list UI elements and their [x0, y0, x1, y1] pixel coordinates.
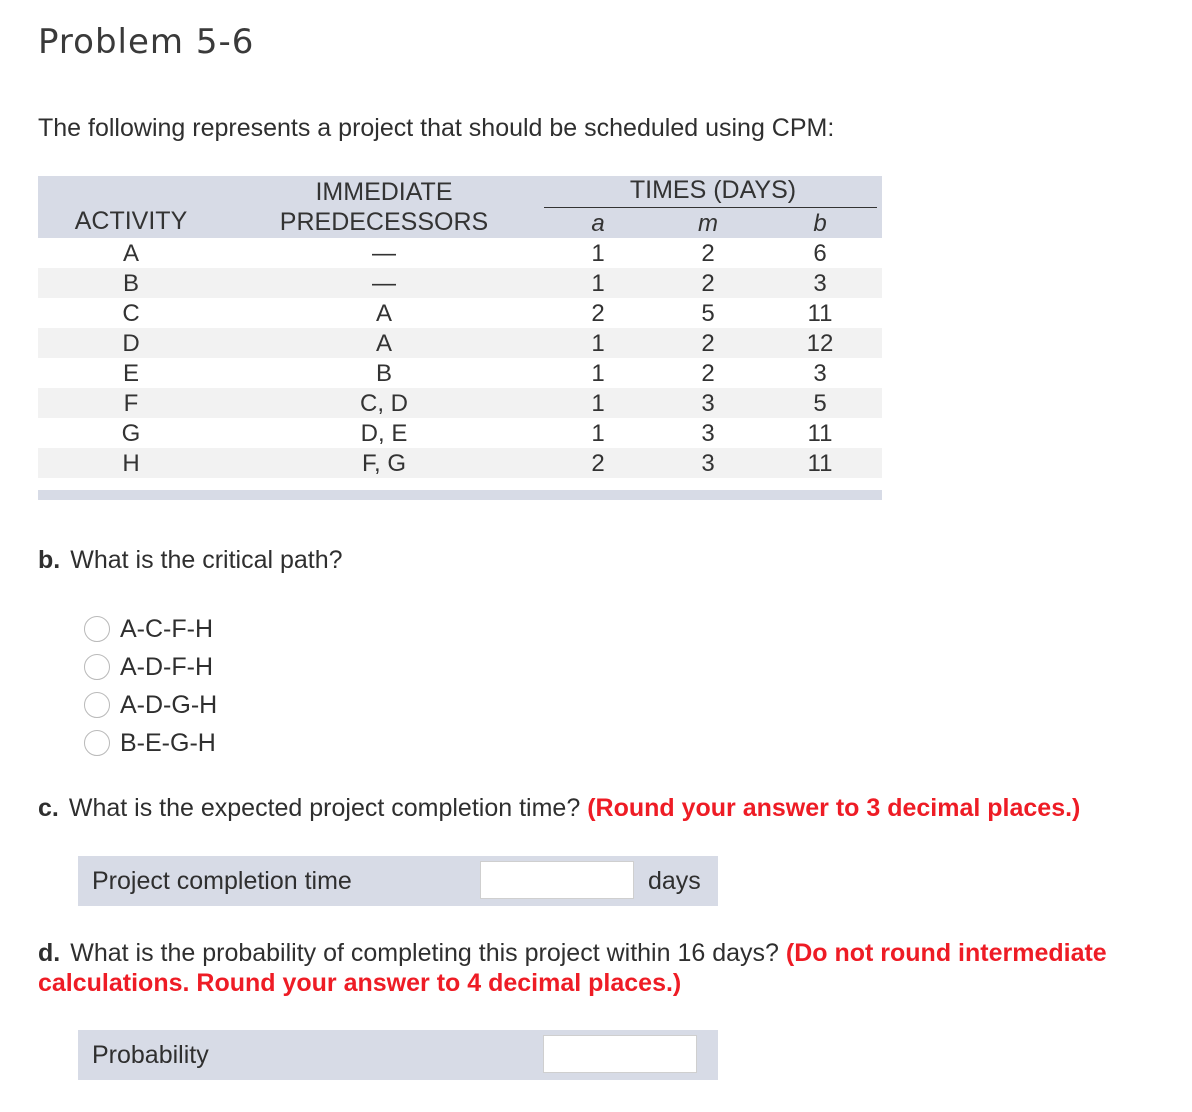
cell-m: 2	[701, 330, 715, 357]
cell-a: 1	[591, 330, 605, 357]
option-label: A-D-F-H	[120, 652, 214, 681]
cell-a: 2	[591, 300, 605, 327]
option-a-d-g-h[interactable]	[84, 686, 217, 724]
question-c-instruction: (Round your answer to 3 decimal places.)	[587, 794, 1081, 822]
table-row	[38, 238, 882, 268]
header-predecessors	[264, 177, 504, 237]
cell-m: 3	[701, 420, 715, 447]
activity-table	[38, 176, 882, 478]
cell-activity: C	[122, 300, 140, 327]
critical-path-options	[84, 610, 217, 762]
table-row	[38, 448, 882, 478]
problem-intro: The following represents a project that should be scheduled using CPM:	[38, 114, 835, 142]
table-row	[38, 388, 882, 418]
header-divider	[544, 207, 877, 208]
radio-button[interactable]	[84, 730, 110, 756]
completion-time-unit: days	[648, 867, 701, 895]
page-title: Problem 5-6	[38, 22, 255, 62]
table-row	[38, 358, 882, 388]
option-a-c-f-h[interactable]	[84, 610, 217, 648]
cell-predecessors: —	[372, 240, 396, 267]
question-c	[38, 794, 1080, 823]
cell-b: 11	[807, 300, 833, 327]
cell-predecessors: F, G	[361, 450, 406, 477]
cell-activity: F	[123, 390, 139, 417]
probability-answer-row	[78, 1030, 718, 1080]
cell-a: 1	[591, 270, 605, 297]
option-label: A-C-F-H	[120, 614, 214, 643]
cell-b: 11	[807, 450, 833, 477]
option-a-d-f-h[interactable]	[84, 648, 217, 686]
completion-time-input[interactable]	[480, 861, 634, 899]
option-label: A-D-G-H	[120, 690, 218, 719]
question-b-text: What is the critical path?	[70, 546, 343, 574]
cell-b: 3	[813, 270, 827, 297]
cell-a: 1	[591, 240, 605, 267]
radio-button[interactable]	[84, 654, 110, 680]
cell-activity: E	[122, 360, 139, 387]
cell-b: 6	[813, 240, 827, 267]
option-b-e-g-h[interactable]	[84, 724, 217, 762]
question-d-instruction: (Do not round intermediate calculations. Round your answer to 4 decimal places.)	[38, 939, 1107, 997]
completion-time-answer-row	[78, 856, 718, 906]
table-row	[38, 268, 882, 298]
cell-m: 2	[701, 270, 715, 297]
cell-a: 1	[591, 360, 605, 387]
question-c-text: What is the expected project completion time?	[68, 794, 581, 822]
radio-button[interactable]	[84, 692, 110, 718]
header-activity: ACTIVITY	[74, 207, 188, 235]
cell-predecessors: C, D	[360, 390, 408, 417]
cell-predecessors: A	[375, 330, 392, 357]
table-footer-bar	[38, 490, 882, 500]
cell-a: 1	[591, 390, 605, 417]
cell-predecessors: A	[375, 300, 392, 327]
probability-label: Probability	[92, 1041, 209, 1069]
cell-predecessors: —	[372, 270, 396, 297]
completion-time-label: Project completion time	[92, 867, 352, 895]
cell-activity: B	[122, 270, 139, 297]
header-pred-line2: PREDECESSORS	[279, 208, 489, 236]
header-b: b	[813, 210, 827, 237]
cell-predecessors: D, E	[360, 420, 408, 447]
cell-activity: G	[121, 420, 141, 447]
cell-b: 11	[807, 420, 833, 447]
cell-b: 12	[806, 330, 834, 357]
cell-m: 2	[701, 240, 715, 267]
header-m: m	[698, 210, 718, 237]
header-a: a	[591, 210, 605, 237]
table-header	[38, 176, 882, 238]
question-b-label: b.	[38, 546, 61, 574]
table-row	[38, 298, 882, 328]
cell-activity: A	[122, 240, 139, 267]
question-d	[38, 938, 1168, 998]
cell-predecessors: B	[375, 360, 392, 387]
table-row	[38, 418, 882, 448]
radio-button[interactable]	[84, 616, 110, 642]
cell-activity: H	[122, 450, 140, 477]
cell-m: 5	[701, 300, 715, 327]
header-times: TIMES (DAYS)	[629, 176, 797, 204]
cell-m: 2	[701, 360, 715, 387]
cell-a: 2	[591, 450, 605, 477]
cell-m: 3	[701, 450, 715, 477]
cell-m: 3	[701, 390, 715, 417]
question-d-text: What is the probability of completing this project within 16 days?	[70, 939, 779, 967]
probability-input[interactable]	[543, 1035, 697, 1073]
cell-b: 5	[813, 390, 827, 417]
question-b	[38, 546, 343, 575]
question-c-label: c.	[38, 794, 59, 822]
option-label: B-E-G-H	[120, 728, 216, 757]
cell-activity: D	[122, 330, 140, 357]
cell-b: 3	[813, 360, 827, 387]
table-row	[38, 328, 882, 358]
question-d-label: d.	[38, 939, 61, 967]
cell-a: 1	[591, 420, 605, 447]
header-pred-line1: IMMEDIATE	[315, 178, 453, 206]
